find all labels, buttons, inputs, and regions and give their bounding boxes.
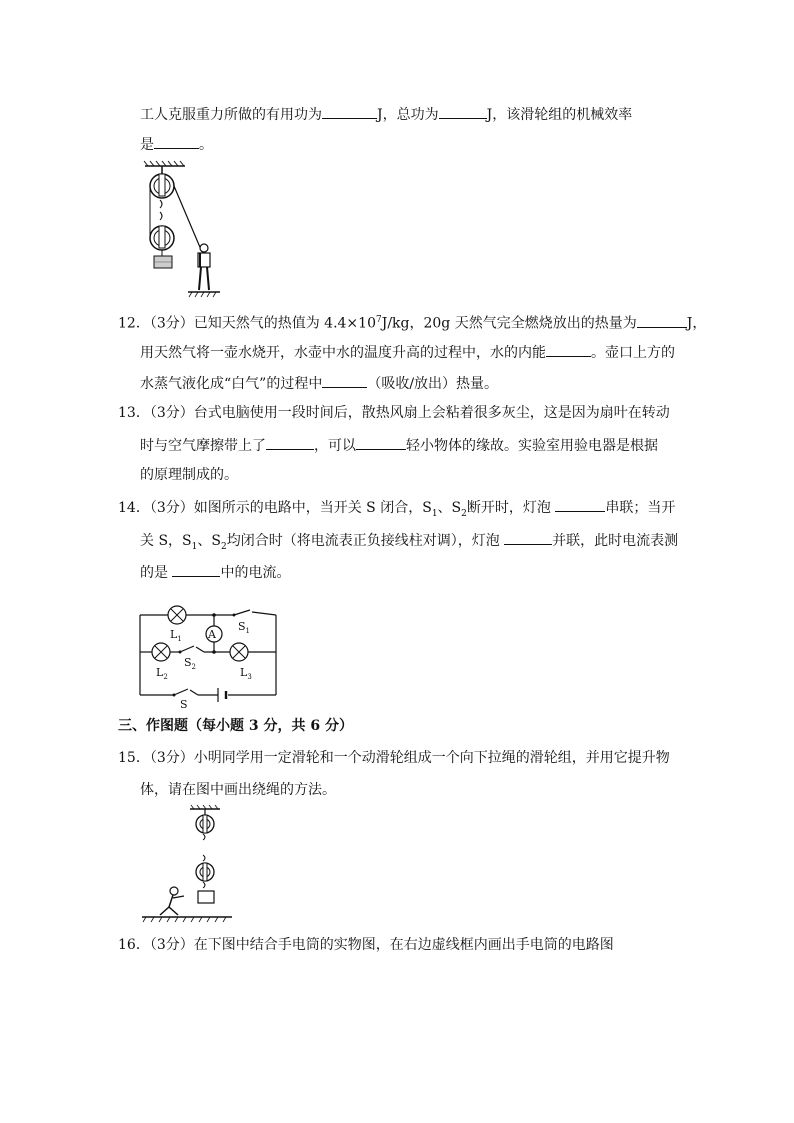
q13-line1: 13．（3分）台式电脑使用一段时间后，散热风扇上会粘着很多灰尘，这是因为扇叶在转动 bbox=[118, 405, 670, 421]
lamp-l1-label: L bbox=[170, 628, 178, 641]
answer-blank bbox=[356, 435, 406, 450]
q15-line2: 体，请在图中画出绕绳的方法。 bbox=[140, 782, 336, 798]
answer-blank bbox=[637, 313, 687, 328]
q13-line2: 时与空气摩擦带上了 ，可以 轻小物体的缘故。实验室用验电器是根据 bbox=[140, 435, 658, 455]
svg-text:S2: $S_2$ bbox=[184, 656, 197, 671]
answer-blank bbox=[555, 497, 605, 512]
q13-line3: 的原理制成的。 bbox=[140, 467, 238, 483]
circuit-diagram-q14 bbox=[128, 600, 288, 710]
q11-line2: 是 。 bbox=[140, 134, 213, 154]
q14-line3: 的是 中的电流。 bbox=[140, 562, 290, 582]
svg-text:L2: $L_2$ bbox=[156, 666, 168, 681]
answer-blank bbox=[322, 373, 367, 388]
svg-text:L1: $L_1$ bbox=[170, 628, 182, 643]
answer-blank bbox=[266, 435, 314, 450]
q14-line1: 14．（3分）如图所示的电路中，当开关 S 闭合，$S_1$、$S_2$断开时，灯泡 串联；当开 bbox=[118, 497, 675, 523]
q14-line2: 关 S，$S_1$、$S_2$均闭合时（将电流表正负接线柱对调），灯泡 并联，此时电流表测 bbox=[140, 530, 678, 556]
answer-blank bbox=[504, 530, 552, 545]
q12-line2: 用天然气将一壶水烧开，水壶中水的温度升高的过程中，水的内能 。壶口上方的 bbox=[140, 342, 675, 362]
pulley-figure-q15 bbox=[140, 805, 235, 927]
answer-blank bbox=[439, 104, 487, 119]
answer-blank bbox=[322, 104, 377, 119]
q12-line1: 12．（3分）已知天然气的热值为 $4.4\times 10^7J/kg$，20g 天然气完全燃烧放出的热量为 J， bbox=[118, 311, 706, 333]
answer-blank bbox=[172, 562, 220, 577]
pulley-figure-q11 bbox=[140, 160, 220, 300]
answer-blank bbox=[154, 134, 199, 149]
answer-blank bbox=[546, 342, 591, 357]
q11-line1: 工人克服重力所做的有用功为 J，总功为 J，该滑轮组的机械效率 bbox=[140, 104, 632, 124]
svg-text:S1: $S_1$ bbox=[238, 620, 251, 635]
ammeter-label: A bbox=[208, 628, 216, 641]
lamp-l3-label: L bbox=[240, 666, 248, 679]
q12-line3: 水蒸气液化成“白气”的过程中 （吸收/放出）热量。 bbox=[140, 373, 498, 393]
q16-line1: 16．（3分）在下图中结合手电筒的实物图，在右边虚线框内画出手电筒的电路图 bbox=[118, 937, 614, 953]
q15-line1: 15．（3分）小明同学用一定滑轮和一个动滑轮组成一个向下拉绳的滑轮组，并用它提升物 bbox=[118, 750, 670, 766]
section-heading: 三、作图题（每小题 3 分，共 6 分） bbox=[118, 718, 353, 734]
lamp-l2-label: L bbox=[156, 666, 164, 679]
switch-s2-label: S bbox=[184, 656, 192, 669]
svg-text:L3: $L_3$ bbox=[240, 666, 252, 681]
switch-s1-label: S bbox=[238, 620, 246, 633]
switch-s-label: S bbox=[180, 698, 188, 711]
